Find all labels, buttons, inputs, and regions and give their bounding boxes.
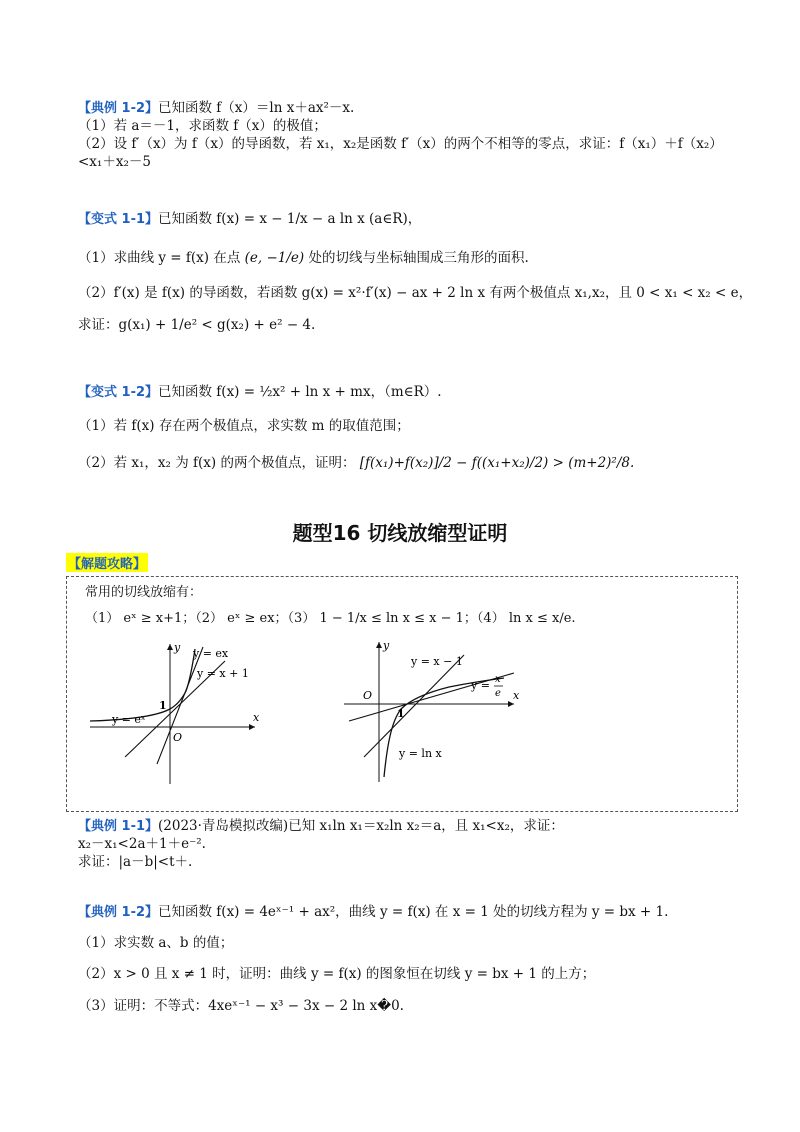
label-y-x-over-e: y = (471, 679, 490, 692)
graph-exp-tangents (85, 639, 285, 789)
box-intro: 常用的切线放缩有： (85, 585, 203, 600)
example-1-1-intro: 【典例 1-1】(2023·青岛模拟改编)已知 x₁ln x₁＝x₂ln x₂＝a，且 x₁<x₂，求证： (78, 818, 564, 834)
variant-1-2-part2: （2）若 x₁，x₂ 为 f(x) 的两个极值点，证明： [f(x₁)+f(x₂)]/2 − f((x₁+x₂)/2) > (m+2)²/8. (78, 455, 635, 471)
box-inequalities: （1） eˣ ≥ x+1；（2） eˣ ≥ ex；（3） 1 − 1/x ≤ ln x ≤ x − 1；（4） ln x ≤ x/e. (85, 611, 576, 626)
variant-1-1-part2: （2）f′(x) 是 f(x) 的导函数，若函数 g(x) = x²·f′(x) − ax + 2 ln x 有两个极值点 x₁,x₂，且 0 < x₁ < x₂ < e， (78, 285, 753, 301)
example-1-2b-part3: （3）证明：不等式：4xeˣ⁻¹ − x³ − 3x − 2 ln x�0. (78, 998, 404, 1014)
section-title: 题型16 切线放缩型证明 (292, 521, 508, 545)
example-1-2b-part1: （1）求实数 a、b 的值； (78, 935, 234, 951)
label-y-x-plus-1: y = x + 1 (197, 667, 249, 680)
example-1-2-part2: （2）设 f′（x）为 f（x）的导函数，若 x₁，x₂是函数 f′（x）的两个不相等的零点，求证：f（x₁）＋f（x₂） (78, 136, 723, 152)
example-1-2b-part2: （2）x > 0 且 x ≠ 1 时，证明：曲线 y = f(x) 的图象恒在切线 y = bx + 1 的上方； (78, 966, 596, 982)
variant-1-1-part1: （1）求曲线 y = f(x) 在点 (e, −1/e) 处的切线与坐标轴围成三角形的面积. (78, 250, 529, 266)
svg-text:1: 1 (159, 699, 167, 712)
svg-text:O: O (363, 689, 373, 702)
svg-text:e: e (495, 688, 501, 699)
svg-text:1: 1 (397, 707, 405, 720)
svg-text:y: y (383, 639, 390, 652)
label-y-x-minus-1: y = x − 1 (411, 655, 463, 668)
svg-text:y: y (174, 641, 181, 654)
example-1-2-part2-cont: <x₁＋x₂－5 (78, 154, 151, 170)
variant-1-2-intro: 【变式 1-2】已知函数 f(x) = ½x² + ln x + mx，（m∈R）. (78, 384, 442, 400)
example-1-2b-intro: 【典例 1-2】已知函数 f(x) = 4eˣ⁻¹ + ax²，曲线 y = f(x) 在 x = 1 处的切线方程为 y = bx + 1. (78, 904, 669, 920)
variant-1-1-intro: 【变式 1-1】已知函数 f(x) = x − 1/x − a ln x (a∈R)， (78, 211, 422, 227)
graph-log-tangents (339, 637, 539, 787)
svg-text:x: x (253, 711, 260, 724)
example-1-2-intro: 【典例 1-2】已知函数 f（x）＝ln x＋ax²－x. (78, 100, 355, 116)
svg-text:x: x (495, 674, 501, 685)
variant-1-1-part3: 求证：g(x₁) + 1/e² < g(x₂) + e² − 4. (78, 317, 316, 333)
strategy-label: 【解题攻略】 (66, 553, 148, 572)
example-1-1-part1: x₂－x₁<2a＋1＋e⁻². (78, 836, 206, 852)
label-y-ex: y = ex (193, 647, 229, 660)
example-1-1-part2: 求证：|a－b|<t＋. (78, 854, 193, 870)
label-y-ln-x: y = ln x (399, 747, 442, 760)
example-1-2-part1: （1）若 a＝－1，求函数 f（x）的极值； (78, 118, 327, 134)
label-y-exp: y = eˣ (112, 713, 146, 726)
strategy-box (66, 576, 738, 812)
example-tag: 【典例 1-2】 (78, 101, 159, 116)
svg-text:x: x (513, 689, 520, 702)
svg-text:O: O (173, 731, 183, 744)
variant-1-2-part1: （1）若 f(x) 存在两个极值点，求实数 m 的取值范围； (78, 418, 410, 434)
